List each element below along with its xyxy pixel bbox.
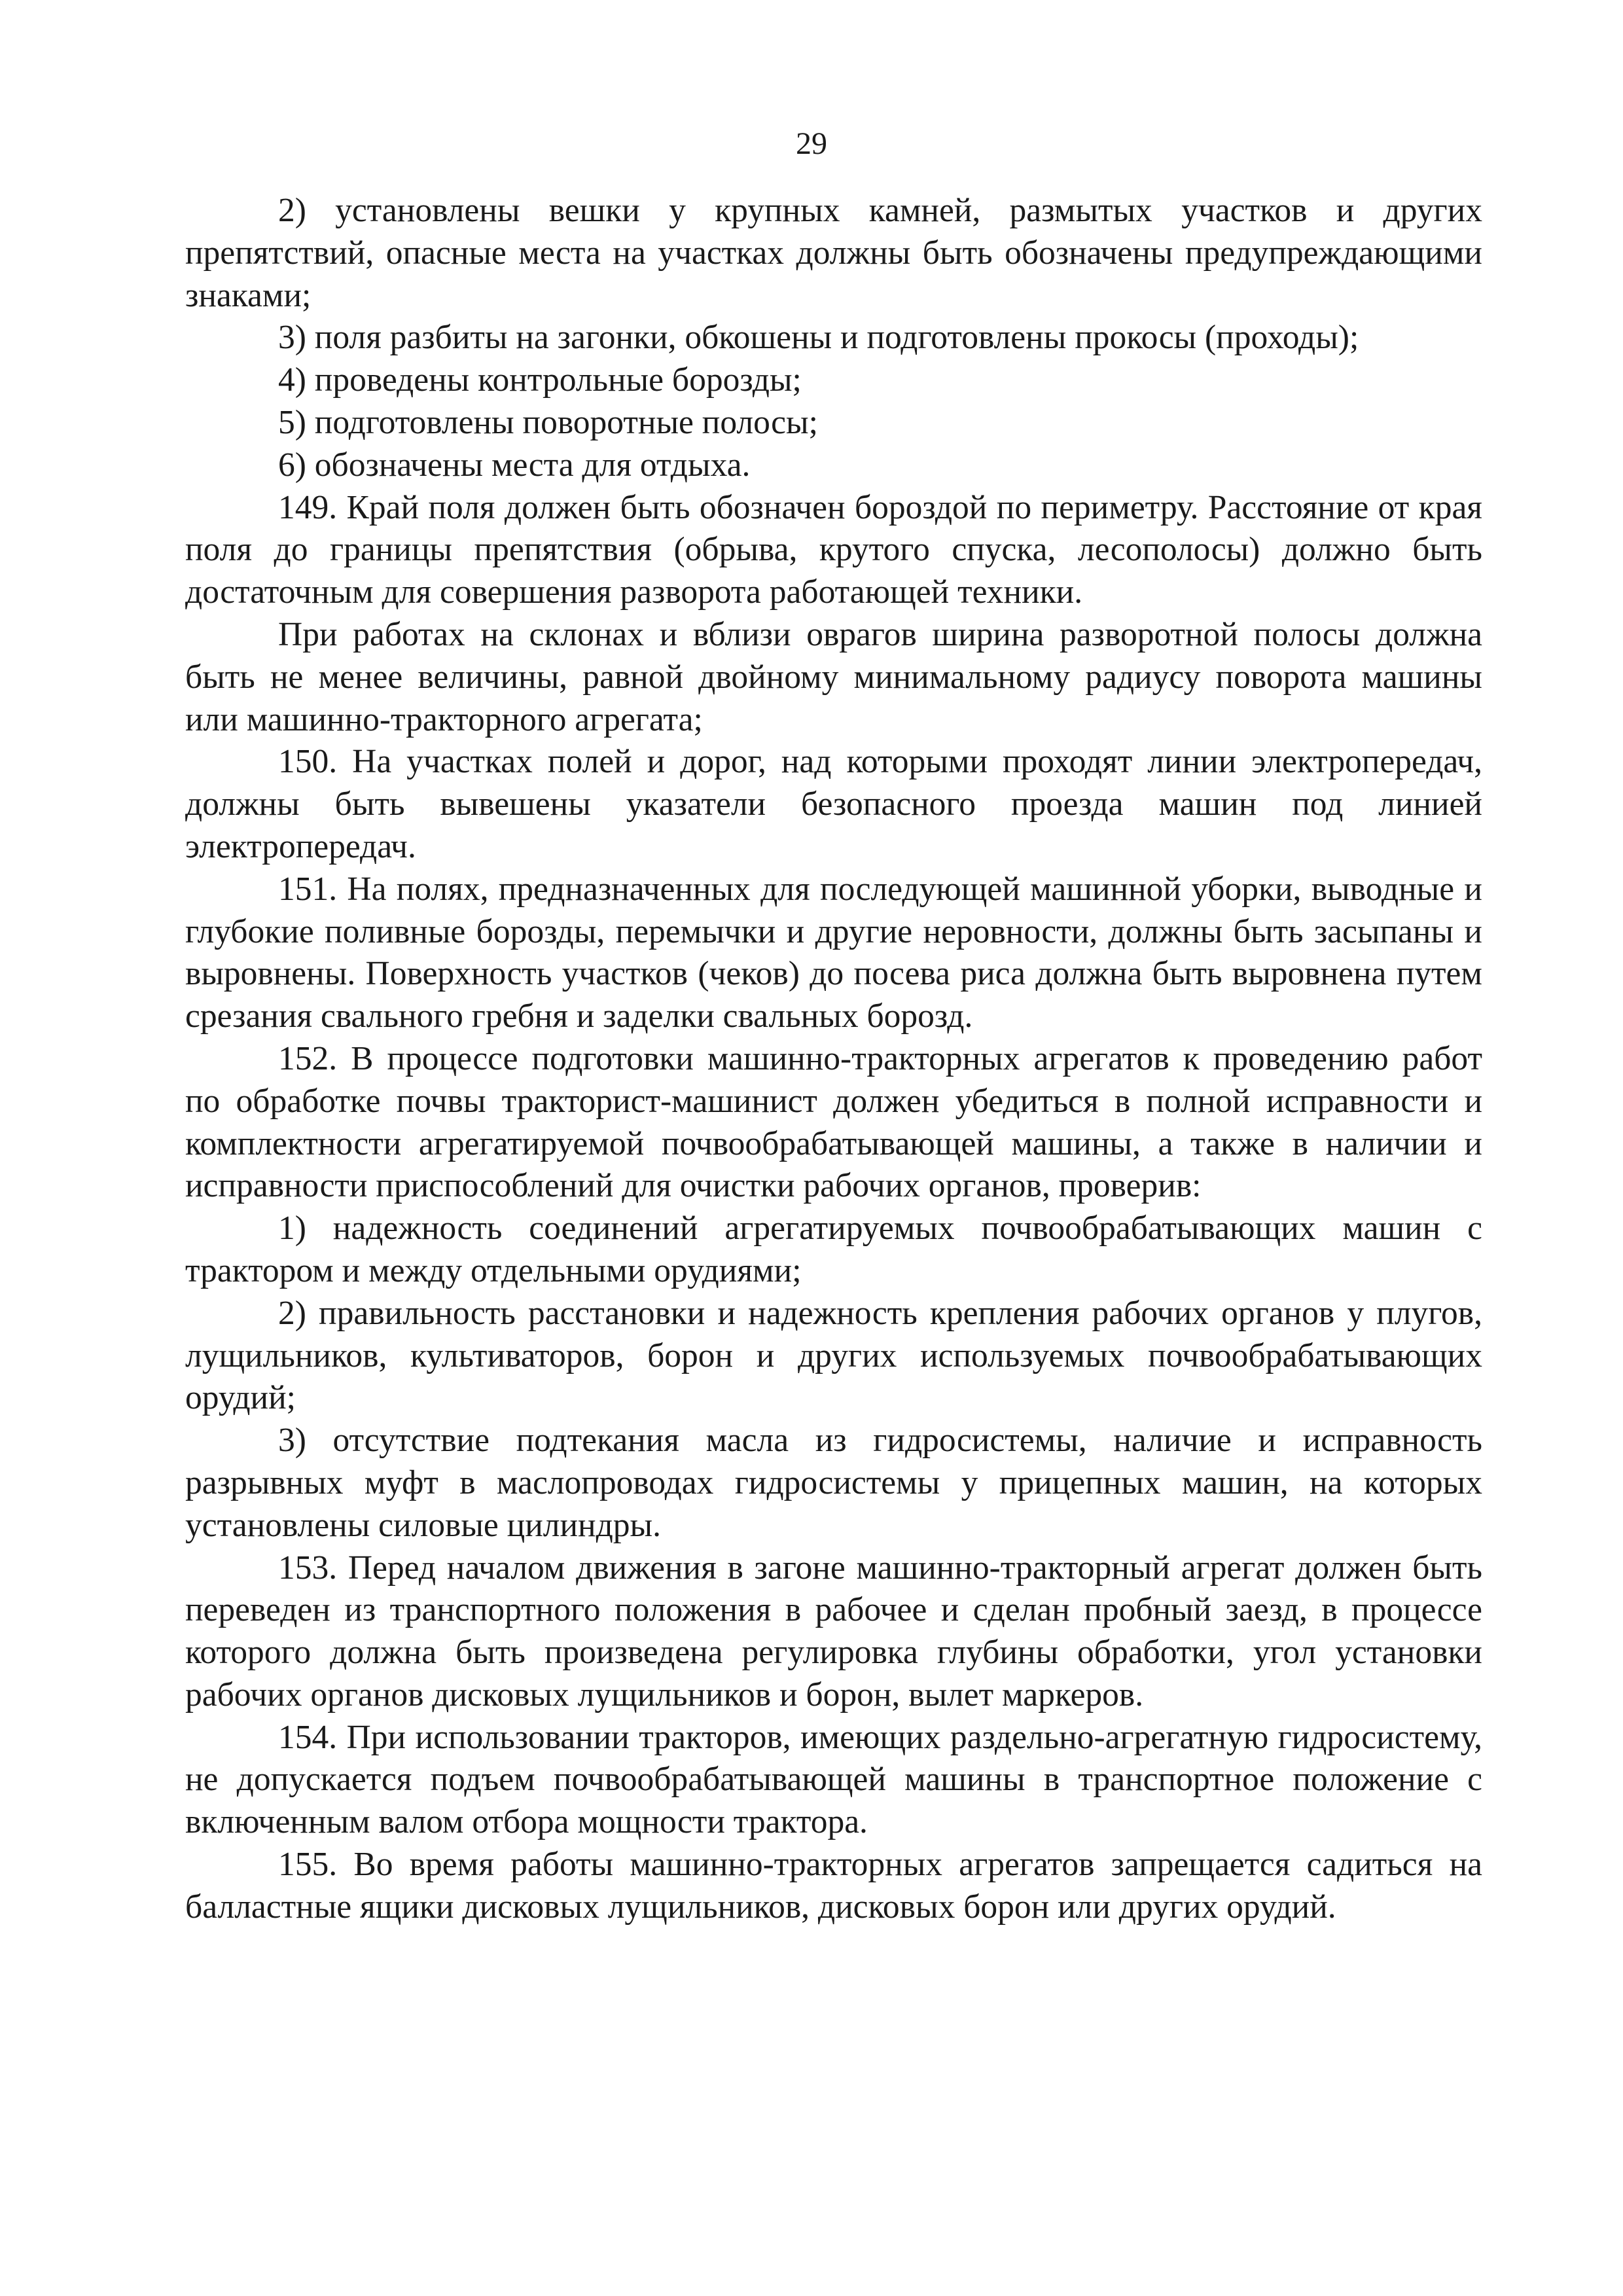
paragraph-152: 152. В процессе подготовки машинно-тракторных агрегатов к проведению работ по обработке почвы тракторист-машинист должен убедиться в полной исправности и комплектности агрегатируемой почвообрабатывающей машины, а также в наличии и исправности приспособлений для очистки рабочих органов, проверив: <box>185 1039 1482 1205</box>
paragraph-149: 149. Край поля должен быть обозначен бороздой по периметру. Расстояние от края поля до границы препятствия (обрыва, крутого спуска, лесополосы) должно быть достаточным для совершения разворота работающей техники. <box>185 488 1482 611</box>
paragraph-item-3-fields: 3) поля разбиты на загонки, обкошены и подготовлены прокосы (проходы); <box>278 319 1359 357</box>
paragraph-item-2-markers: 2) установлены вешки у крупных камней, размытых участков и других препятствий, опасные места на участках должны быть обозначены предупреждающими знаками; <box>185 192 1482 314</box>
paragraph-item-5-turn-strips: 5) подготовлены поворотные полосы; <box>278 403 818 441</box>
paragraph-152-item-3: 3) отсутствие подтекания масла из гидросистемы, наличие и исправность разрывных муфт в маслопроводах гидросистемы у прицепных машин, на которых установлены силовые цилиндры. <box>185 1422 1482 1544</box>
paragraph-152-item-1: 1) надежность соединений агрегатируемых почвообрабатывающих машин с трактором и между отдельными орудиями; <box>185 1210 1482 1289</box>
paragraph-item-6-rest-areas: 6) обозначены места для отдыха. <box>278 446 751 484</box>
paragraph-154: 154. При использовании тракторов, имеющих раздельно-агрегатную гидросистему, не допускается подъем почвообрабатывающей машины в транспортное положение с включенным валом отбора мощности трактора. <box>185 1718 1482 1841</box>
paragraph-item-4-furrows: 4) проведены контрольные борозды; <box>278 361 802 399</box>
paragraph-153: 153. Перед началом движения в загоне машинно-тракторный агрегат должен быть переведен из транспортного положения в рабочее и сделан пробный заезд, в процессе которого должна быть произведена регулировка глубины обработки, угол установки рабочих органов дисковых лущильников и борон, вылет маркеров. <box>185 1549 1482 1713</box>
paragraph-151: 151. На полях, предназначенных для последующей машинной уборки, выводные и глубокие поливные борозды, перемычки и другие неровности, должны быть засыпаны и выровнены. Поверхность участков (чеков) до посева риса должна быть выровнена путем срезания свального гребня и заделки свальных борозд. <box>185 870 1482 1035</box>
paragraph-152-item-2: 2) правильность расстановки и надежность крепления рабочих органов у плугов, лущильников, культиваторов, борон и других используемых почвообрабатывающих орудий; <box>185 1294 1482 1417</box>
paragraph-150: 150. На участках полей и дорог, над которыми проходят линии электропередач, должны быть вывешены указатели безопасного проезда машин под линией электропередач. <box>185 743 1482 865</box>
document-body <box>185 190 1482 1929</box>
paragraph-155: 155. Во время работы машинно-тракторных агрегатов запрещается садиться на балластные ящики дисковых лущильников, дисковых борон или других орудий. <box>185 1846 1482 1926</box>
page-number: 29 <box>796 126 827 161</box>
paragraph-149-slopes: При работах на склонах и вблизи оврагов ширина разворотной полосы должна быть не менее величины, равной двойному минимальному радиусу поворота машины или машинно-тракторного агрегата; <box>185 615 1482 738</box>
